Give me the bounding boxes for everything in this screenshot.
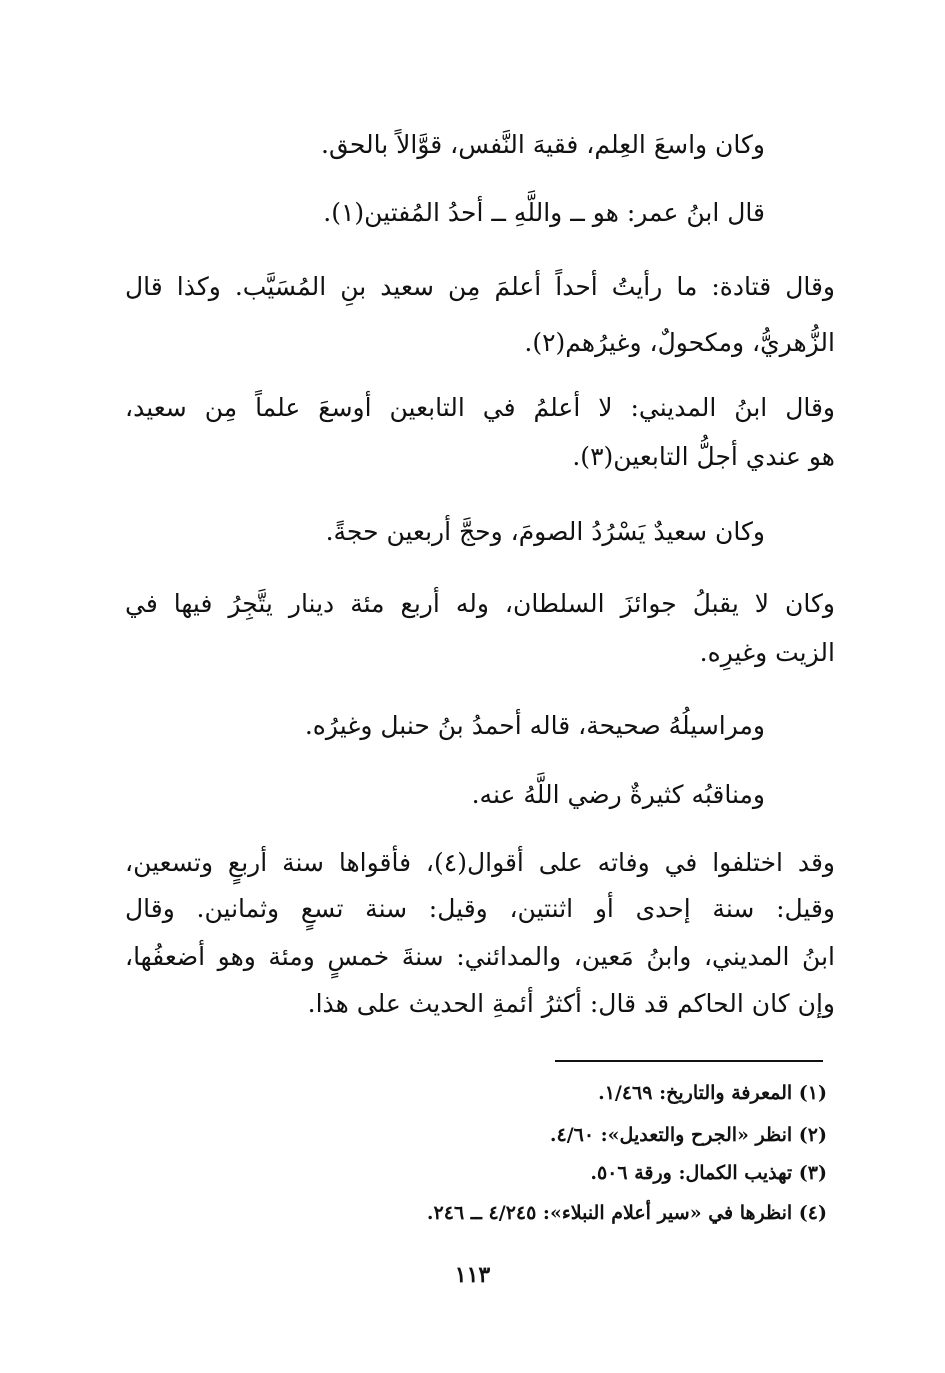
body-line: وإن كان الحاكم قد قال: أكثرُ أئمةِ الحديث على هذا. <box>307 989 835 1018</box>
body-line: قال ابنُ عمر: هو ــ واللَّهِ ــ أحدُ المُفتين(١). <box>323 198 765 227</box>
body-line: ومناقبُه كثيرةٌ رضي اللَّهُ عنه. <box>471 780 765 809</box>
body-line: ومراسيلُهُ صحيحة، قاله أحمدُ بنُ حنبل وغيرُه. <box>304 711 765 740</box>
body-line: وكان واسعَ العِلم، فقيهَ النَّفس، قوَّالاً بالحق. <box>321 130 765 159</box>
body-line: وقال ابنُ المديني: لا أعلمُ في التابعين أوسعَ علماً مِن سعيد، <box>125 393 835 422</box>
page-number: ١١٣ <box>454 1262 491 1288</box>
footnote: (٣) تهذيب الكمال: ورقة ٥٠٦. <box>590 1162 827 1184</box>
footnote: (٢) انظر «الجرح والتعديل»: ٤/٦٠. <box>549 1124 827 1146</box>
body-line: وقيل: سنة إحدى أو اثنتين، وقيل: سنة تسعٍ وثمانين. وقال <box>125 894 835 923</box>
body-line: الزيت وغيرِه. <box>699 638 835 667</box>
body-line: الزُّهريُّ، ومكحولٌ، وغيرُهم(٢). <box>524 328 835 357</box>
body-line: وقد اختلفوا في وفاته على أقوال(٤)، فأقواها سنة أربعٍ وتسعين، <box>125 848 835 877</box>
body-line: ابنُ المديني، وابنُ مَعين، والمدائني: سنةَ خمسٍ ومئة وهو أضعفُها، <box>125 942 835 971</box>
body-line: وقال قتادة: ما رأيتُ أحداً أعلمَ مِن سعيد بنِ المُسَيَّب. وكذا قال <box>125 272 835 301</box>
body-line: هو عندي أجلُّ التابعين(٣). <box>572 442 835 471</box>
body-line: وكان لا يقبلُ جوائزَ السلطان، وله أربع مئة دينار يتَّجِرُ فيها في <box>125 589 835 618</box>
footnote-separator <box>555 1060 823 1062</box>
body-line: وكان سعيدٌ يَسْرُدُ الصومَ، وحجَّ أربعين حجةً. <box>325 517 765 546</box>
footnote: (١) المعرفة والتاريخ: ١/٤٦٩. <box>598 1082 827 1104</box>
footnote: (٤) انظرها في «سير أعلام النبلاء»: ٤/٢٤٥ ــ ٢٤٦. <box>426 1202 827 1224</box>
